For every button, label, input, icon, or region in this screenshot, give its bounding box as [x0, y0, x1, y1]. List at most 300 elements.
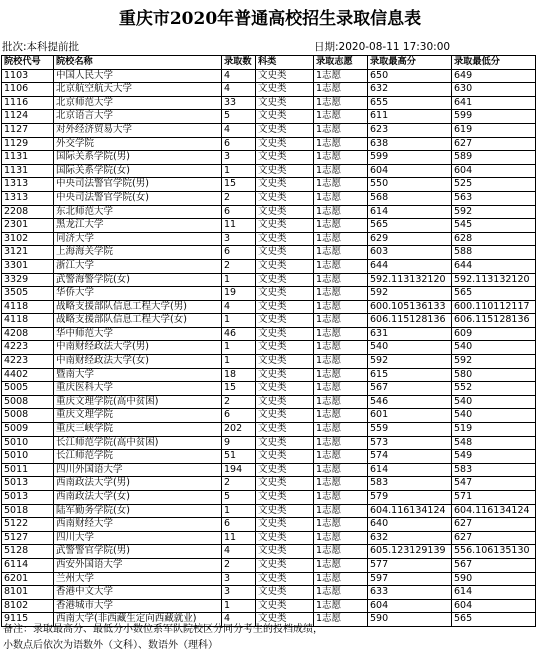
cell-school-code: 1131 [2, 164, 54, 178]
cell-min-score: 604.116134124 [452, 504, 536, 518]
cell-preference: 1志愿 [314, 96, 368, 110]
table-row [2, 423, 536, 437]
cell-school-code: 1116 [2, 96, 54, 110]
cell-max-score: 604.116134124 [368, 504, 452, 518]
cell-preference: 1志愿 [314, 477, 368, 491]
cell-preference: 1志愿 [314, 273, 368, 287]
table-row [2, 96, 536, 110]
cell-min-score: 548 [452, 436, 536, 450]
cell-category: 文史类 [256, 137, 314, 151]
cell-category: 文史类 [256, 191, 314, 205]
cell-school-name: 华侨大学 [54, 287, 222, 301]
cell-preference: 1志愿 [314, 491, 368, 505]
cell-school-code: 5018 [2, 504, 54, 518]
cell-max-score: 546 [368, 395, 452, 409]
cell-min-score: 563 [452, 191, 536, 205]
cell-min-score: 592 [452, 355, 536, 369]
cell-max-score: 611 [368, 110, 452, 124]
cell-school-code: 4223 [2, 341, 54, 355]
cell-max-score: 601 [368, 409, 452, 423]
cell-preference: 1志愿 [314, 191, 368, 205]
table-row [2, 327, 536, 341]
cell-school-code: 3329 [2, 273, 54, 287]
cell-category: 文史类 [256, 83, 314, 97]
cell-category: 文史类 [256, 123, 314, 137]
table-row [2, 450, 536, 464]
cell-max-score: 605.123129139 [368, 545, 452, 559]
table-row [2, 355, 536, 369]
cell-category: 文史类 [256, 287, 314, 301]
cell-admitted-count: 1 [222, 599, 256, 613]
cell-school-code: 5128 [2, 545, 54, 559]
cell-admitted-count: 2 [222, 395, 256, 409]
cell-preference: 1志愿 [314, 599, 368, 613]
cell-preference: 1志愿 [314, 395, 368, 409]
cell-school-code: 5010 [2, 436, 54, 450]
cell-category: 文史类 [256, 96, 314, 110]
cell-category: 文史类 [256, 273, 314, 287]
cell-school-code: 8101 [2, 586, 54, 600]
cell-category: 文史类 [256, 368, 314, 382]
cell-min-score: 599 [452, 110, 536, 124]
cell-school-name: 华中师范大学 [54, 327, 222, 341]
cell-max-score: 614 [368, 205, 452, 219]
cell-max-score: 559 [368, 423, 452, 437]
cell-max-score: 583 [368, 477, 452, 491]
cell-category: 文史类 [256, 572, 314, 586]
cell-school-code: 5013 [2, 491, 54, 505]
cell-min-score: 649 [452, 69, 536, 83]
cell-category: 文史类 [256, 423, 314, 437]
table-row [2, 518, 536, 532]
cell-admitted-count: 3 [222, 586, 256, 600]
cell-school-name: 中央司法警官学院(女) [54, 191, 222, 205]
cell-admitted-count: 2 [222, 477, 256, 491]
cell-preference: 1志愿 [314, 613, 368, 627]
table-row [2, 205, 536, 219]
table-row [2, 504, 536, 518]
cell-school-name: 上海海关学院 [54, 246, 222, 260]
cell-admitted-count: 6 [222, 409, 256, 423]
cell-school-name: 对外经济贸易大学 [54, 123, 222, 137]
cell-school-name: 西南政法大学(男) [54, 477, 222, 491]
cell-school-code: 4208 [2, 327, 54, 341]
cell-max-score: 597 [368, 572, 452, 586]
cell-max-score: 615 [368, 368, 452, 382]
cell-max-score: 568 [368, 191, 452, 205]
cell-school-code: 4118 [2, 300, 54, 314]
cell-school-code: 5013 [2, 477, 54, 491]
cell-school-name: 西南财经大学 [54, 518, 222, 532]
table-row [2, 368, 536, 382]
cell-min-score: 630 [452, 83, 536, 97]
cell-school-code: 5122 [2, 518, 54, 532]
cell-max-score: 614 [368, 463, 452, 477]
cell-school-code: 5008 [2, 409, 54, 423]
cell-school-name: 长江师范学院(高中贫困) [54, 436, 222, 450]
cell-max-score: 633 [368, 586, 452, 600]
cell-admitted-count: 1 [222, 273, 256, 287]
cell-min-score: 588 [452, 246, 536, 260]
cell-school-name: 四川大学 [54, 531, 222, 545]
cell-admitted-count: 6 [222, 205, 256, 219]
cell-max-score: 603 [368, 246, 452, 260]
table-row [2, 477, 536, 491]
cell-min-score: 580 [452, 368, 536, 382]
table-row [2, 110, 536, 124]
date-label: 日期:2020-08-11 17:30:00 [314, 41, 451, 53]
cell-school-name: 四川外国语大学 [54, 463, 222, 477]
cell-max-score: 632 [368, 531, 452, 545]
cell-school-name: 国际关系学院(男) [54, 151, 222, 165]
cell-school-code: 4402 [2, 368, 54, 382]
cell-min-score: 547 [452, 477, 536, 491]
cell-school-name: 东北师范大学 [54, 205, 222, 219]
cell-admitted-count: 202 [222, 423, 256, 437]
cell-preference: 1志愿 [314, 409, 368, 423]
cell-school-name: 重庆文理学院(高中贫困) [54, 395, 222, 409]
table-row [2, 164, 536, 178]
cell-admitted-count: 6 [222, 246, 256, 260]
cell-preference: 1志愿 [314, 219, 368, 233]
cell-min-score: 540 [452, 409, 536, 423]
cell-admitted-count: 1 [222, 341, 256, 355]
cell-school-code: 2208 [2, 205, 54, 219]
cell-preference: 1志愿 [314, 355, 368, 369]
table-header-row [2, 56, 536, 70]
cell-max-score: 606.115128136 [368, 314, 452, 328]
cell-min-score: 589 [452, 151, 536, 165]
cell-school-code: 4223 [2, 355, 54, 369]
cell-school-code: 5008 [2, 395, 54, 409]
cell-school-code: 1313 [2, 178, 54, 192]
cell-preference: 1志愿 [314, 110, 368, 124]
cell-max-score: 604 [368, 599, 452, 613]
cell-preference: 1志愿 [314, 327, 368, 341]
cell-category: 文史类 [256, 219, 314, 233]
cell-min-score: 592.113132120 [452, 273, 536, 287]
cell-school-code: 2301 [2, 219, 54, 233]
cell-admitted-count: 4 [222, 83, 256, 97]
cell-preference: 1志愿 [314, 436, 368, 450]
cell-category: 文史类 [256, 613, 314, 627]
cell-category: 文史类 [256, 545, 314, 559]
cell-school-name: 中南财经政法大学(女) [54, 355, 222, 369]
cell-school-name: 中国人民大学 [54, 69, 222, 83]
table-row [2, 178, 536, 192]
cell-min-score: 628 [452, 232, 536, 246]
cell-preference: 1志愿 [314, 151, 368, 165]
footnote [3, 622, 537, 654]
cell-school-name: 北京航空航天大学 [54, 83, 222, 97]
cell-school-code: 6201 [2, 572, 54, 586]
cell-admitted-count: 2 [222, 259, 256, 273]
table-row [2, 151, 536, 165]
table-row [2, 463, 536, 477]
cell-school-name: 西南大学(非西藏生定向西藏就业) [54, 613, 222, 627]
cell-min-score: 556.106135130 [452, 545, 536, 559]
cell-preference: 1志愿 [314, 586, 368, 600]
cell-school-name: 外交学院 [54, 137, 222, 151]
cell-min-score: 627 [452, 531, 536, 545]
cell-school-name: 香港中文大学 [54, 586, 222, 600]
cell-preference: 1志愿 [314, 423, 368, 437]
cell-preference: 1志愿 [314, 205, 368, 219]
cell-school-code: 1127 [2, 123, 54, 137]
cell-min-score: 627 [452, 137, 536, 151]
cell-max-score: 599 [368, 151, 452, 165]
table-row [2, 491, 536, 505]
cell-admitted-count: 4 [222, 545, 256, 559]
cell-school-name: 重庆文理学院 [54, 409, 222, 423]
cell-category: 文史类 [256, 355, 314, 369]
cell-school-name: 北京语言大学 [54, 110, 222, 124]
cell-admitted-count: 51 [222, 450, 256, 464]
cell-category: 文史类 [256, 232, 314, 246]
cell-admitted-count: 18 [222, 368, 256, 382]
cell-school-code: 1106 [2, 83, 54, 97]
cell-category: 文史类 [256, 450, 314, 464]
cell-school-code: 8102 [2, 599, 54, 613]
cell-max-score: 655 [368, 96, 452, 110]
cell-min-score: 549 [452, 450, 536, 464]
cell-school-code: 3505 [2, 287, 54, 301]
cell-max-score: 640 [368, 518, 452, 532]
cell-school-code: 1129 [2, 137, 54, 151]
cell-school-code: 9115 [2, 613, 54, 627]
cell-school-code: 1103 [2, 69, 54, 83]
cell-school-name: 国际关系学院(女) [54, 164, 222, 178]
cell-min-score: 565 [452, 287, 536, 301]
cell-school-name: 香港城市大学 [54, 599, 222, 613]
cell-max-score: 574 [368, 450, 452, 464]
cell-min-score: 614 [452, 586, 536, 600]
cell-category: 文史类 [256, 259, 314, 273]
cell-admitted-count: 5 [222, 491, 256, 505]
cell-category: 文史类 [256, 599, 314, 613]
cell-admitted-count: 6 [222, 518, 256, 532]
cell-school-code: 6114 [2, 558, 54, 572]
cell-school-name: 陆军勤务学院(女) [54, 504, 222, 518]
cell-max-score: 644 [368, 259, 452, 273]
cell-preference: 1志愿 [314, 164, 368, 178]
cell-category: 文史类 [256, 110, 314, 124]
cell-category: 文史类 [256, 205, 314, 219]
cell-preference: 1志愿 [314, 572, 368, 586]
cell-category: 文史类 [256, 164, 314, 178]
cell-admitted-count: 3 [222, 572, 256, 586]
cell-school-name: 西南政法大学(女) [54, 491, 222, 505]
cell-school-name: 重庆三峡学院 [54, 423, 222, 437]
cell-admitted-count: 15 [222, 382, 256, 396]
cell-admitted-count: 4 [222, 123, 256, 137]
cell-school-name: 长江师范学院 [54, 450, 222, 464]
cell-max-score: 629 [368, 232, 452, 246]
cell-min-score: 606.115128136 [452, 314, 536, 328]
table-row [2, 123, 536, 137]
cell-category: 文史类 [256, 178, 314, 192]
cell-school-name: 浙江大学 [54, 259, 222, 273]
table-row [2, 545, 536, 559]
cell-preference: 1志愿 [314, 463, 368, 477]
cell-min-score: 540 [452, 395, 536, 409]
cell-category: 文史类 [256, 518, 314, 532]
cell-max-score: 600.105136133 [368, 300, 452, 314]
cell-category: 文史类 [256, 531, 314, 545]
table-row [2, 246, 536, 260]
table-row [2, 436, 536, 450]
table-row [2, 219, 536, 233]
cell-preference: 1志愿 [314, 558, 368, 572]
cell-school-name: 战略支援部队信息工程大学(女) [54, 314, 222, 328]
cell-preference: 1志愿 [314, 382, 368, 396]
cell-min-score: 565 [452, 613, 536, 627]
cell-admitted-count: 1 [222, 164, 256, 178]
cell-category: 文史类 [256, 327, 314, 341]
cell-min-score: 592 [452, 205, 536, 219]
cell-max-score: 631 [368, 327, 452, 341]
cell-category: 文史类 [256, 504, 314, 518]
cell-preference: 1志愿 [314, 545, 368, 559]
table-row [2, 395, 536, 409]
cell-school-name: 同济大学 [54, 232, 222, 246]
cell-min-score: 619 [452, 123, 536, 137]
cell-admitted-count: 9 [222, 436, 256, 450]
cell-max-score: 650 [368, 69, 452, 83]
table-row [2, 273, 536, 287]
cell-preference: 1志愿 [314, 123, 368, 137]
cell-admitted-count: 11 [222, 531, 256, 545]
cell-category: 文史类 [256, 382, 314, 396]
table-row [2, 572, 536, 586]
admission-table [1, 55, 536, 627]
header-school-name: 院校名称 [54, 56, 222, 70]
cell-min-score: 604 [452, 599, 536, 613]
header-category: 科类 [256, 56, 314, 70]
cell-school-name: 黑龙江大学 [54, 219, 222, 233]
cell-min-score: 590 [452, 572, 536, 586]
cell-preference: 1志愿 [314, 368, 368, 382]
cell-category: 文史类 [256, 586, 314, 600]
cell-school-name: 重庆医科大学 [54, 382, 222, 396]
cell-school-code: 1131 [2, 151, 54, 165]
cell-min-score: 571 [452, 491, 536, 505]
cell-preference: 1志愿 [314, 314, 368, 328]
cell-admitted-count: 194 [222, 463, 256, 477]
table-row [2, 314, 536, 328]
footnote-line-2: 小数点后依次为语数外（文科）、数语外（理科） [3, 640, 218, 651]
cell-admitted-count: 4 [222, 300, 256, 314]
cell-admitted-count: 11 [222, 219, 256, 233]
cell-max-score: 577 [368, 558, 452, 572]
cell-school-name: 暨南大学 [54, 368, 222, 382]
cell-school-code: 4118 [2, 314, 54, 328]
table-row [2, 83, 536, 97]
cell-school-code: 5005 [2, 382, 54, 396]
table-row [2, 137, 536, 151]
table-row [2, 382, 536, 396]
cell-category: 文史类 [256, 151, 314, 165]
cell-school-name: 中南财经政法大学(男) [54, 341, 222, 355]
table-row [2, 531, 536, 545]
cell-admitted-count: 3 [222, 232, 256, 246]
header-school-code: 院校代号 [2, 56, 54, 70]
cell-category: 文史类 [256, 314, 314, 328]
cell-school-name: 兰州大学 [54, 572, 222, 586]
cell-school-code: 5010 [2, 450, 54, 464]
cell-admitted-count: 2 [222, 191, 256, 205]
cell-min-score: 540 [452, 341, 536, 355]
cell-max-score: 573 [368, 436, 452, 450]
header-preference: 录取志愿 [314, 56, 368, 70]
cell-max-score: 550 [368, 178, 452, 192]
table-row [2, 191, 536, 205]
cell-admitted-count: 4 [222, 69, 256, 83]
cell-preference: 1志愿 [314, 246, 368, 260]
cell-school-code: 5009 [2, 423, 54, 437]
cell-admitted-count: 3 [222, 151, 256, 165]
cell-min-score: 627 [452, 518, 536, 532]
page-title: 重庆市2020年普通高校招生录取信息表 [118, 9, 422, 29]
cell-school-code: 1313 [2, 191, 54, 205]
cell-school-name: 战略支援部队信息工程大学(男) [54, 300, 222, 314]
cell-preference: 1志愿 [314, 531, 368, 545]
cell-max-score: 590 [368, 613, 452, 627]
cell-admitted-count: 1 [222, 355, 256, 369]
table-row [2, 259, 536, 273]
cell-preference: 1志愿 [314, 83, 368, 97]
cell-admitted-count: 46 [222, 327, 256, 341]
cell-min-score: 552 [452, 382, 536, 396]
cell-max-score: 579 [368, 491, 452, 505]
cell-admitted-count: 15 [222, 178, 256, 192]
cell-school-code: 3301 [2, 259, 54, 273]
cell-max-score: 632 [368, 83, 452, 97]
cell-preference: 1志愿 [314, 69, 368, 83]
cell-school-code: 3102 [2, 232, 54, 246]
cell-school-name: 西安外国语大学 [54, 558, 222, 572]
cell-min-score: 604 [452, 164, 536, 178]
table-row [2, 341, 536, 355]
header-min-score: 录取最低分 [452, 56, 536, 70]
cell-max-score: 638 [368, 137, 452, 151]
batch-label: 批次:本科提前批 [2, 41, 80, 53]
cell-preference: 1志愿 [314, 178, 368, 192]
cell-max-score: 604 [368, 164, 452, 178]
cell-admitted-count: 4 [222, 613, 256, 627]
cell-preference: 1志愿 [314, 518, 368, 532]
cell-max-score: 592 [368, 355, 452, 369]
cell-max-score: 565 [368, 219, 452, 233]
table-row [2, 232, 536, 246]
table-row [2, 287, 536, 301]
cell-admitted-count: 1 [222, 314, 256, 328]
cell-preference: 1志愿 [314, 287, 368, 301]
cell-min-score: 519 [452, 423, 536, 437]
table-row [2, 599, 536, 613]
cell-min-score: 644 [452, 259, 536, 273]
cell-category: 文史类 [256, 463, 314, 477]
cell-admitted-count: 5 [222, 110, 256, 124]
cell-school-name: 中央司法警官学院(男) [54, 178, 222, 192]
cell-school-code: 3121 [2, 246, 54, 260]
cell-category: 文史类 [256, 300, 314, 314]
cell-min-score: 567 [452, 558, 536, 572]
cell-preference: 1志愿 [314, 232, 368, 246]
header-max-score: 录取最高分 [368, 56, 452, 70]
cell-preference: 1志愿 [314, 504, 368, 518]
table-row [2, 409, 536, 423]
